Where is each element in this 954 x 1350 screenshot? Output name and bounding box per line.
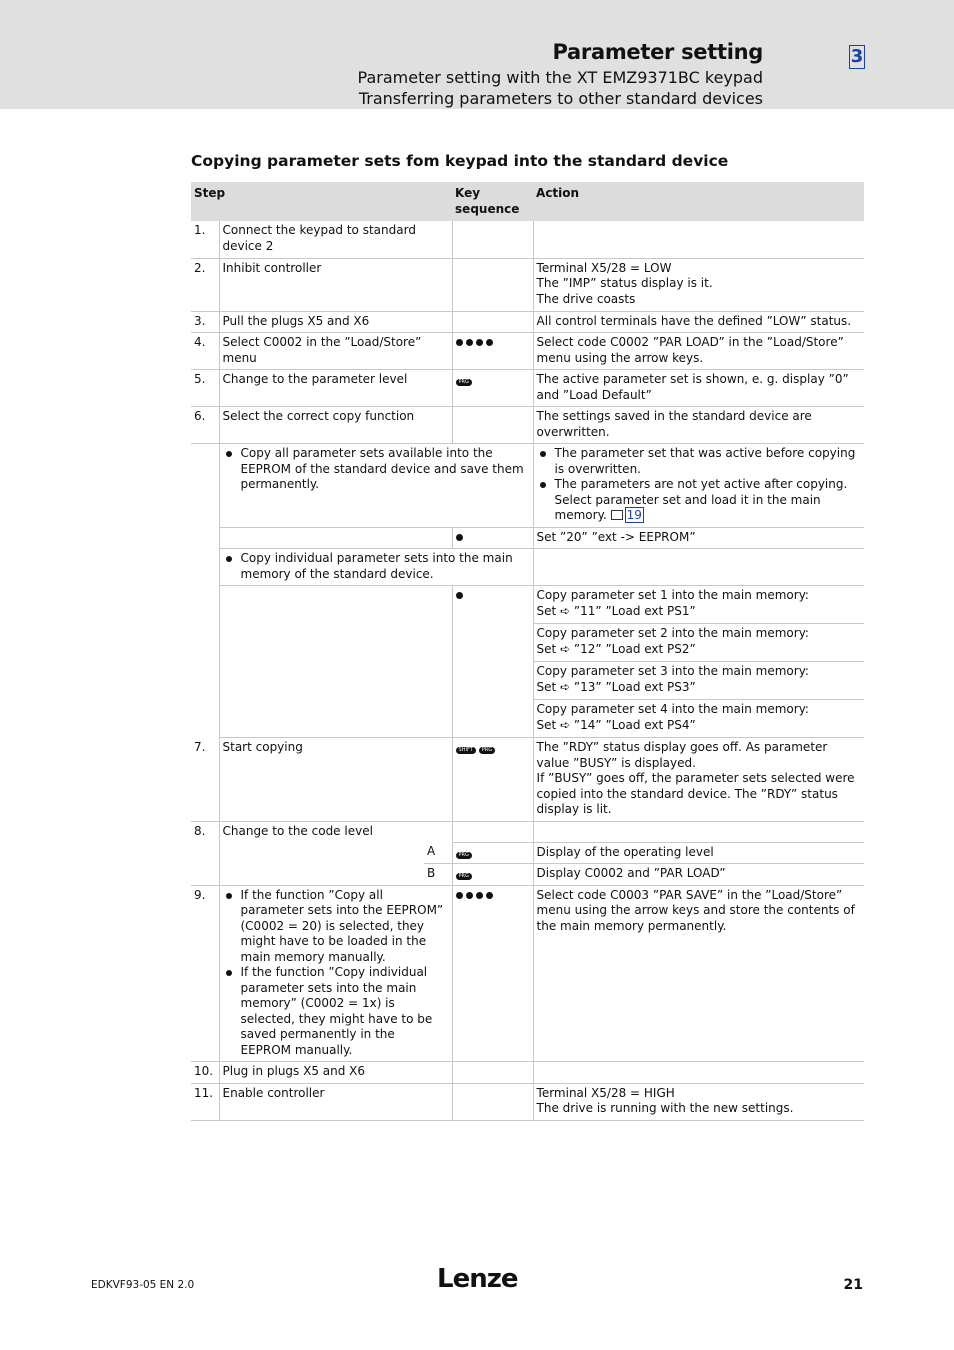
- table-row: B PRG Display C0002 and ”PAR LOAD”: [191, 864, 864, 886]
- prg-key-icon: PRG: [456, 379, 472, 386]
- table-row: 11. Enable controller Terminal X5/28 = HIGH The drive is running with the new settings.: [191, 1083, 864, 1120]
- table-row: Copy parameter set 4 into the main memory: Set ➪ ”14” ”Load ext PS4”: [191, 700, 864, 738]
- arrow-keys-icon: [456, 337, 493, 346]
- section-title: Copying parameter sets fom keypad into the standard device: [191, 152, 729, 170]
- shift-key-icon: SHIFT: [456, 747, 476, 754]
- chapter-link[interactable]: 3: [850, 46, 864, 67]
- table-row: 7. Start copying SHIFT PRG The ”RDY” status display goes off. As parameter value ”BUSY” is displayed. If ”BUSY” goes off, the parameter sets selected were copied into the standard device. The ”RDY” status display is lit.: [191, 738, 864, 822]
- table-row: 4. Select C0002 in the ”Load/Store” menu Select code C0002 ”PAR LOAD” in the ”Load/Store” menu using the arrow keys.: [191, 333, 864, 370]
- page-reference-link[interactable]: 19: [626, 508, 642, 522]
- table-row: Copy parameter set 3 into the main memory: Set ➪ ”13” ”Load ext PS3”: [191, 662, 864, 700]
- table-row: Set ”20” ”ext -> EEPROM”: [191, 527, 864, 549]
- arrow-key-icon: [456, 590, 463, 599]
- table-row: 10. Plug in plugs X5 and X6: [191, 1062, 864, 1084]
- table-row: A PRG Display of the operating level: [191, 842, 864, 864]
- book-icon: [611, 510, 623, 520]
- table-row: Copy all parameter sets available into the EEPROM of the standard device and save them permanently. The parameter set that was active before copying is overwritten. The parameters are not yet active after copying. Select parameter set and load it in the main memory. 19: [191, 444, 864, 528]
- table-header-row: [191, 182, 864, 221]
- table-row: 9. If the function ”Copy all parameter sets into the EEPROM” (C0002 = 20) is selected, they might have to be loaded in the main memory manually. If the function ”Copy individual parameter sets into the main memory” (C0002 = 1x) is selected, they might have to be saved permanently in the EEPROM manually. Select code C0003 ”PAR SAVE” in the ”Load/Store” menu using the arrow keys and store the contents of the main memory permanently.: [191, 885, 864, 1062]
- lenze-logo: Lenze: [437, 1264, 518, 1294]
- document-code: EDKVF93-05 EN 2.0: [91, 1279, 195, 1291]
- prg-key-icon: PRG: [456, 852, 472, 859]
- table-row: 3. Pull the plugs X5 and X6 All control terminals have the defined ”LOW” status.: [191, 311, 864, 333]
- table-row: 2. Inhibit controller Terminal X5/28 = LOW The ”IMP” status display is it. The drive coasts: [191, 258, 864, 311]
- prg-key-icon: PRG: [456, 873, 472, 880]
- table-row: Copy individual parameter sets into the main memory of the standard device.: [191, 549, 864, 586]
- col-key: Key sequence: [452, 182, 533, 221]
- arrow-key-icon: [456, 532, 463, 541]
- procedure-table: [191, 182, 864, 1121]
- prg-key-icon: PRG: [479, 747, 495, 754]
- table-row: 5. Change to the parameter level PRG The active parameter set is shown, e. g. display ”0” and ”Load Default”: [191, 370, 864, 407]
- page-subtitle-1: Parameter setting with the XT EMZ9371BC keypad: [357, 68, 763, 87]
- page-number: 21: [843, 1277, 863, 1293]
- table-row: 8. Change to the code level: [191, 821, 864, 842]
- page-title: Parameter setting: [552, 40, 763, 64]
- col-step: Step: [191, 182, 452, 221]
- table-row: 6. Select the correct copy function The settings saved in the standard device are overwritten.: [191, 407, 864, 444]
- arrow-keys-icon: [456, 890, 493, 899]
- page-subtitle-2: Transferring parameters to other standard devices: [358, 89, 763, 108]
- table-row: 1. Connect the keypad to standard device 2: [191, 221, 864, 258]
- table-row: Copy parameter set 2 into the main memory: Set ➪ ”12” ”Load ext PS2”: [191, 624, 864, 662]
- col-action: Action: [533, 182, 864, 221]
- table-row: Copy parameter set 1 into the main memory: Set ➪ ”11” ”Load ext PS1”: [191, 586, 864, 624]
